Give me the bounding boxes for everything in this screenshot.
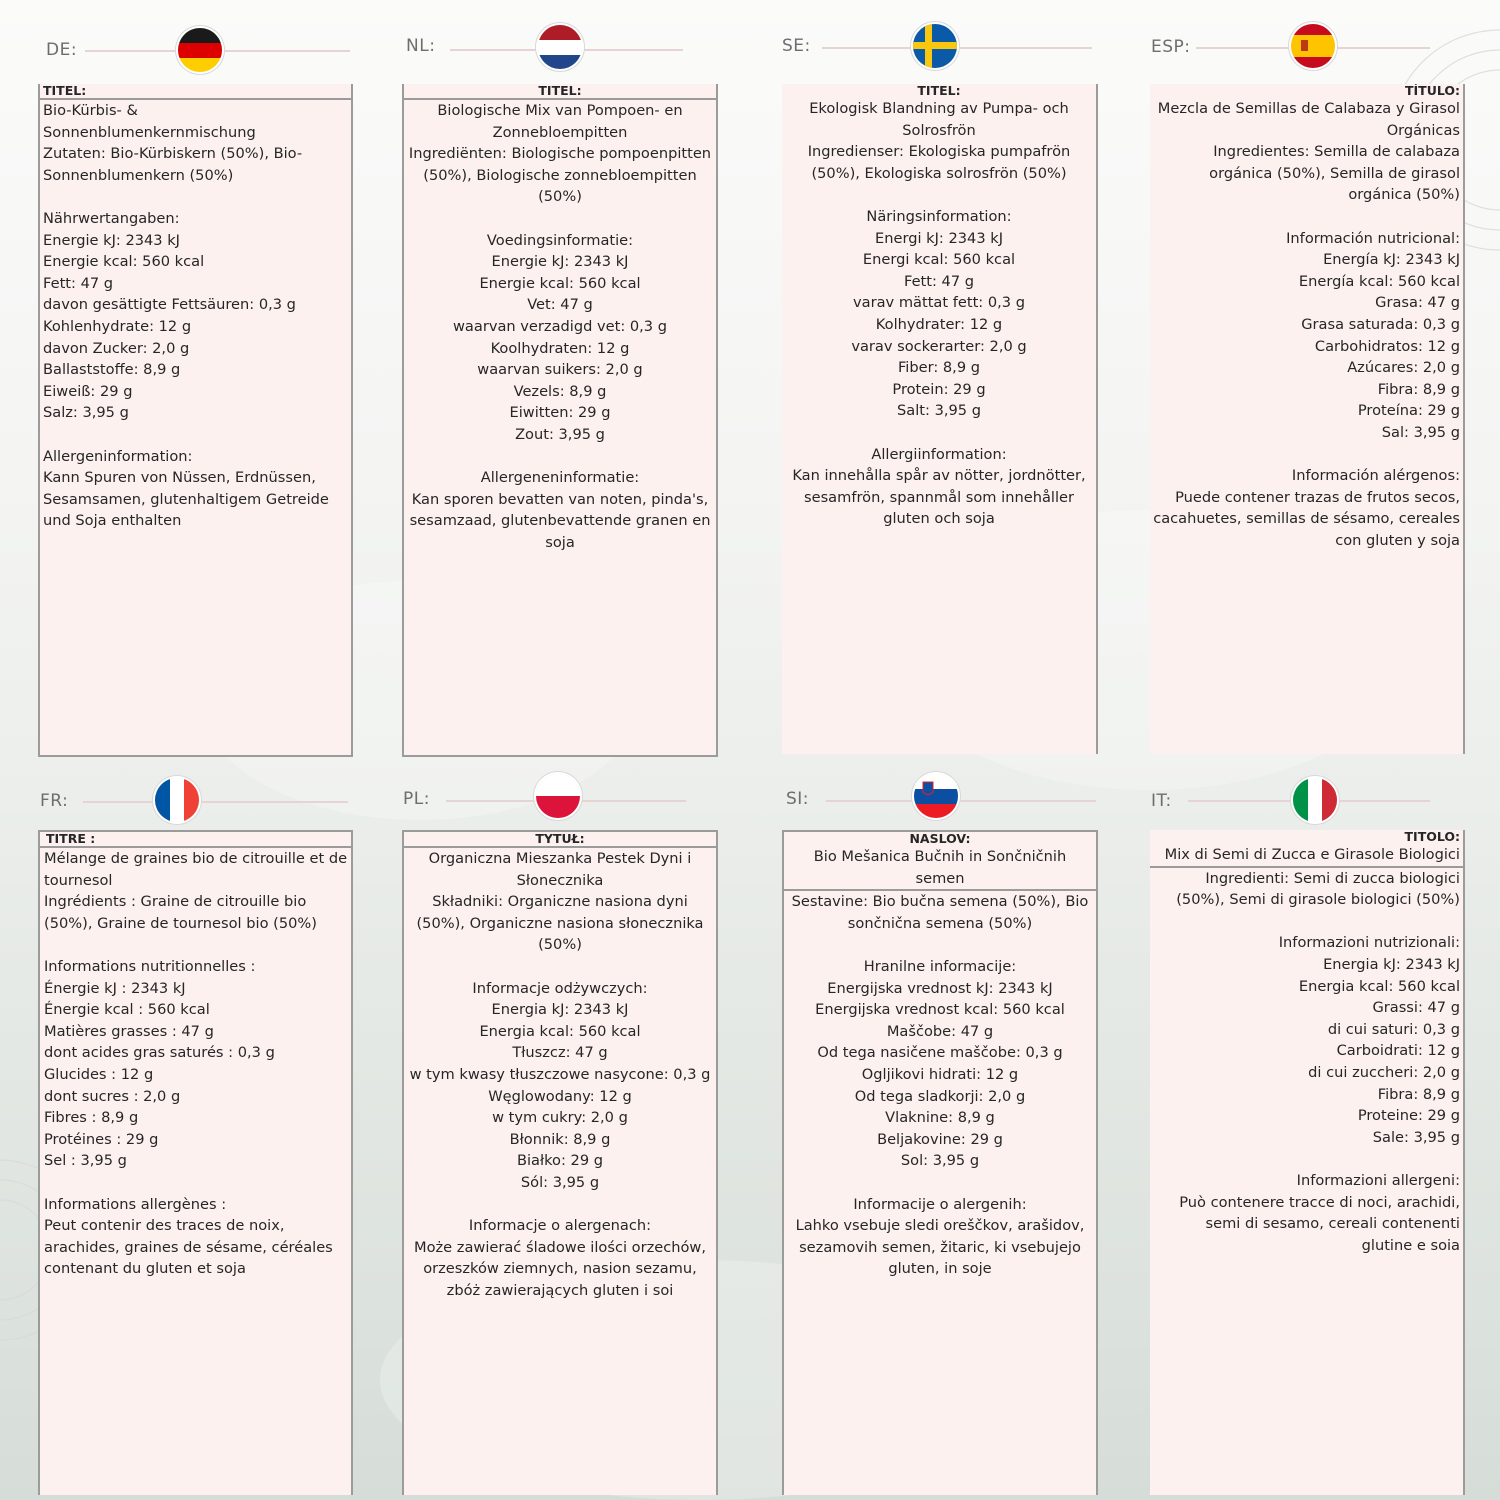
title-label-pl: TYTUŁ:	[535, 831, 585, 846]
title-label-de: TITEL:	[40, 84, 351, 98]
product-title-de: Bio-Kürbis- & Sonnenblumenkernmischung	[40, 98, 351, 143]
title-label-si: NASLOV:	[909, 831, 971, 846]
france-flag-icon	[155, 778, 199, 822]
language-code-nl: NL:	[406, 36, 436, 56]
header-se	[780, 22, 1100, 82]
product-details-it: Ingredienti: Semi di zucca biologici (50%), Semi di girasole biologici (50%) Informazioni nutrizionali: Energia kJ: 2343 kJ Energia kcal: 560 kcal Grassi: 47 g di cui saturi: 0,3 g Carboidrati: 12 g di cui zuccheri: 2,0 g Fibra: 8,9 g Proteine: 29 g Sale: 3,95 g Informazioni allergeni: Può contenere tracce di noci, arachidi, semi di sesamo, cereali contenenti glutine e soia	[1176, 869, 1460, 1254]
product-details-se: Ingredienser: Ekologiska pumpafrön (50%), Ekologiska solrosfrön (50%) Näringsinformation: Energi kJ: 2343 kJ Energi kcal: 560 kcal Fett: 47 g varav mättat fett: 0,3 g Kolhydrater: 12 g varav sockerarter: 2,0 g Fiber: 8,9 g Protein: 29 g Salt: 3,95 g Allergiinformation: Kan innehålla spår av nötter, jordnötter, sesamfrön, spannmål som innehåller gluten och soja	[792, 143, 1086, 528]
panel-it	[1150, 830, 1465, 1495]
product-details-si: Sestavine: Bio bučna semena (50%), Bio sončnična semena (50%) Hranilne informacije: Energijska vrednost kJ: 2343 kJ Energijska vrednost kcal: 560 kcal Maščobe: 47 g Od tega nasičene maščobe: 0,3 g Ogljikovi hidrati: 12 g Od tega sladkorji: 2,0 g Vlaknine: 8,9 g Beljakovine: 29 g Sol: 3,95 g Informacije o alergenih: Lahko vsebuje sledi oreščkov, arašidov, sezamovih semen, žitaric, ki vsebujejo gluten, in soje	[791, 893, 1089, 1278]
header-line	[822, 47, 1092, 49]
germany-flag-icon	[178, 28, 222, 72]
header-fr	[38, 776, 348, 836]
panel-es	[1150, 84, 1465, 754]
language-code-pl: PL:	[403, 789, 430, 809]
poland-flag-icon	[536, 774, 580, 818]
product-title-fr: Mélange de graines bio de citrouille et de tournesol	[40, 846, 351, 891]
spain-flag-icon	[1291, 24, 1335, 68]
product-title-se: Ekologisk Blandning av Pumpa- och Solrosfrön	[809, 100, 1069, 139]
language-code-fr: FR:	[40, 791, 69, 811]
product-details-fr: Ingrédients : Graine de citrouille bio (50%), Graine de tournesol bio (50%) Informations nutritionnelles : Énergie kJ : 2343 kJ Énergie kcal : 560 kcal Matières grasses : 47 g dont acides gras saturés : 0,3 g Glucides : 12 g dont sucres : 2,0 g Fibres : 8,9 g Protéines : 29 g Sel : 3,95 g Informations allergènes : Peut contenir des traces de noix, arachides, graines de sésame, céréales contenant du gluten et soja	[44, 893, 333, 1278]
header-line	[83, 801, 348, 803]
product-details-nl: Ingrediënten: Biologische pompoenpitten (50%), Biologische zonnebloempitten (50%) Voedingsinformatie: Energie kJ: 2343 kJ Energie kcal: 560 kcal Vet: 47 g waarvan verzadigd vet: 0,3 g Koolhydraten: 12 g waarvan suikers: 2,0 g Vezels: 8,9 g Eiwitten: 29 g Zout: 3,95 g Allergeneninformatie: Kan sporen bevatten van noten, pinda's, sesamzaad, glutenbevattende granen en soja	[408, 145, 712, 551]
product-details-es: Ingredientes: Semilla de calabaza orgánica (50%), Semilla de girasol orgánica (50%) Información nutricional: Energía kJ: 2343 kJ Energía kcal: 560 kcal Grasa: 47 g Grasa saturada: 0,3 g Carbohidratos: 12 g Azúcares: 2,0 g Fibra: 8,9 g Proteína: 29 g Sal: 3,95 g Información alérgenos: Puede contener trazas de frutos secos, cacahuetes, semillas de sésamo, cereales con gluten y soja	[1153, 143, 1460, 549]
product-details-de: Zutaten: Bio-Kürbiskern (50%), Bio-Sonnenblumenkern (50%) Nährwertangaben: Energie kJ: 2343 kJ Energie kcal: 560 kcal Fett: 47 g davon gesättigte Fettsäuren: 0,3 g Kohlenhydrate: 12 g davon Zucker: 2,0 g Ballaststoffe: 8,9 g Eiweiß: 29 g Salz: 3,95 g Allergeninformation: Kann Spuren von Nüssen, Erdnüssen, Sesamsamen, glutenhaltigem Getreide und Soja enthalten	[43, 145, 329, 530]
header-it	[1148, 776, 1448, 836]
panel-se	[782, 84, 1098, 754]
language-code-si: SI:	[786, 789, 810, 809]
product-title-si: Bio Mešanica Bučnih in Sončničnih semen	[784, 846, 1096, 891]
panel-fr	[38, 830, 353, 1495]
header-de	[40, 28, 350, 88]
title-label-se: TITEL:	[917, 84, 961, 98]
title-label-es: TÍTULO:	[1405, 84, 1460, 98]
italy-flag-icon	[1293, 778, 1337, 822]
header-si	[784, 776, 1104, 836]
panel-si	[782, 830, 1098, 1495]
language-code-es: ESP:	[1151, 37, 1191, 57]
product-details-pl: Składniki: Organiczne nasiona dyni (50%), Organiczne nasiona słonecznika (50%) Informacje odżywczych: Energia kJ: 2343 kJ Energia kcal: 560 kcal Tłuszcz: 47 g w tym kwasy tłuszczowe nasycone: 0,3 g Węglowodany: 12 g w tym cukry: 2,0 g Błonnik: 8,9 g Białko: 29 g Sól: 3,95 g Informacje o alergenach: Może zawierać śladowe ilości orzechów, orzeszków ziemnych, nasion sezamu, zbóż zawierających gluten i soi	[409, 893, 711, 1299]
header-line	[826, 800, 1096, 802]
product-title-pl: Organiczna Mieszanka Pestek Dyni i Słonecznika	[404, 846, 716, 891]
product-title-it: Mix di Semi di Zucca e Girasole Biologici	[1150, 844, 1463, 868]
title-label-nl: TITEL:	[538, 84, 582, 98]
title-label-it: TITOLO:	[1404, 830, 1460, 844]
panel-de	[38, 84, 353, 757]
netherlands-flag-icon	[538, 25, 582, 69]
language-code-it: IT:	[1151, 791, 1172, 811]
slovenia-flag-icon	[914, 774, 958, 818]
header-nl	[400, 22, 700, 82]
panel-pl	[402, 830, 718, 1495]
header-es	[1148, 22, 1448, 82]
sweden-flag-icon	[913, 24, 957, 68]
panel-nl	[402, 84, 718, 757]
header-pl	[400, 776, 700, 836]
title-label-fr: TITRE :	[46, 831, 96, 846]
product-title-es: Mezcla de Semillas de Calabaza y Girasol Orgánicas	[1157, 100, 1460, 139]
language-code-de: DE:	[46, 40, 78, 60]
language-code-se: SE:	[782, 36, 811, 56]
product-title-nl: Biologische Mix van Pompoen- en Zonnebloempitten	[404, 98, 716, 143]
